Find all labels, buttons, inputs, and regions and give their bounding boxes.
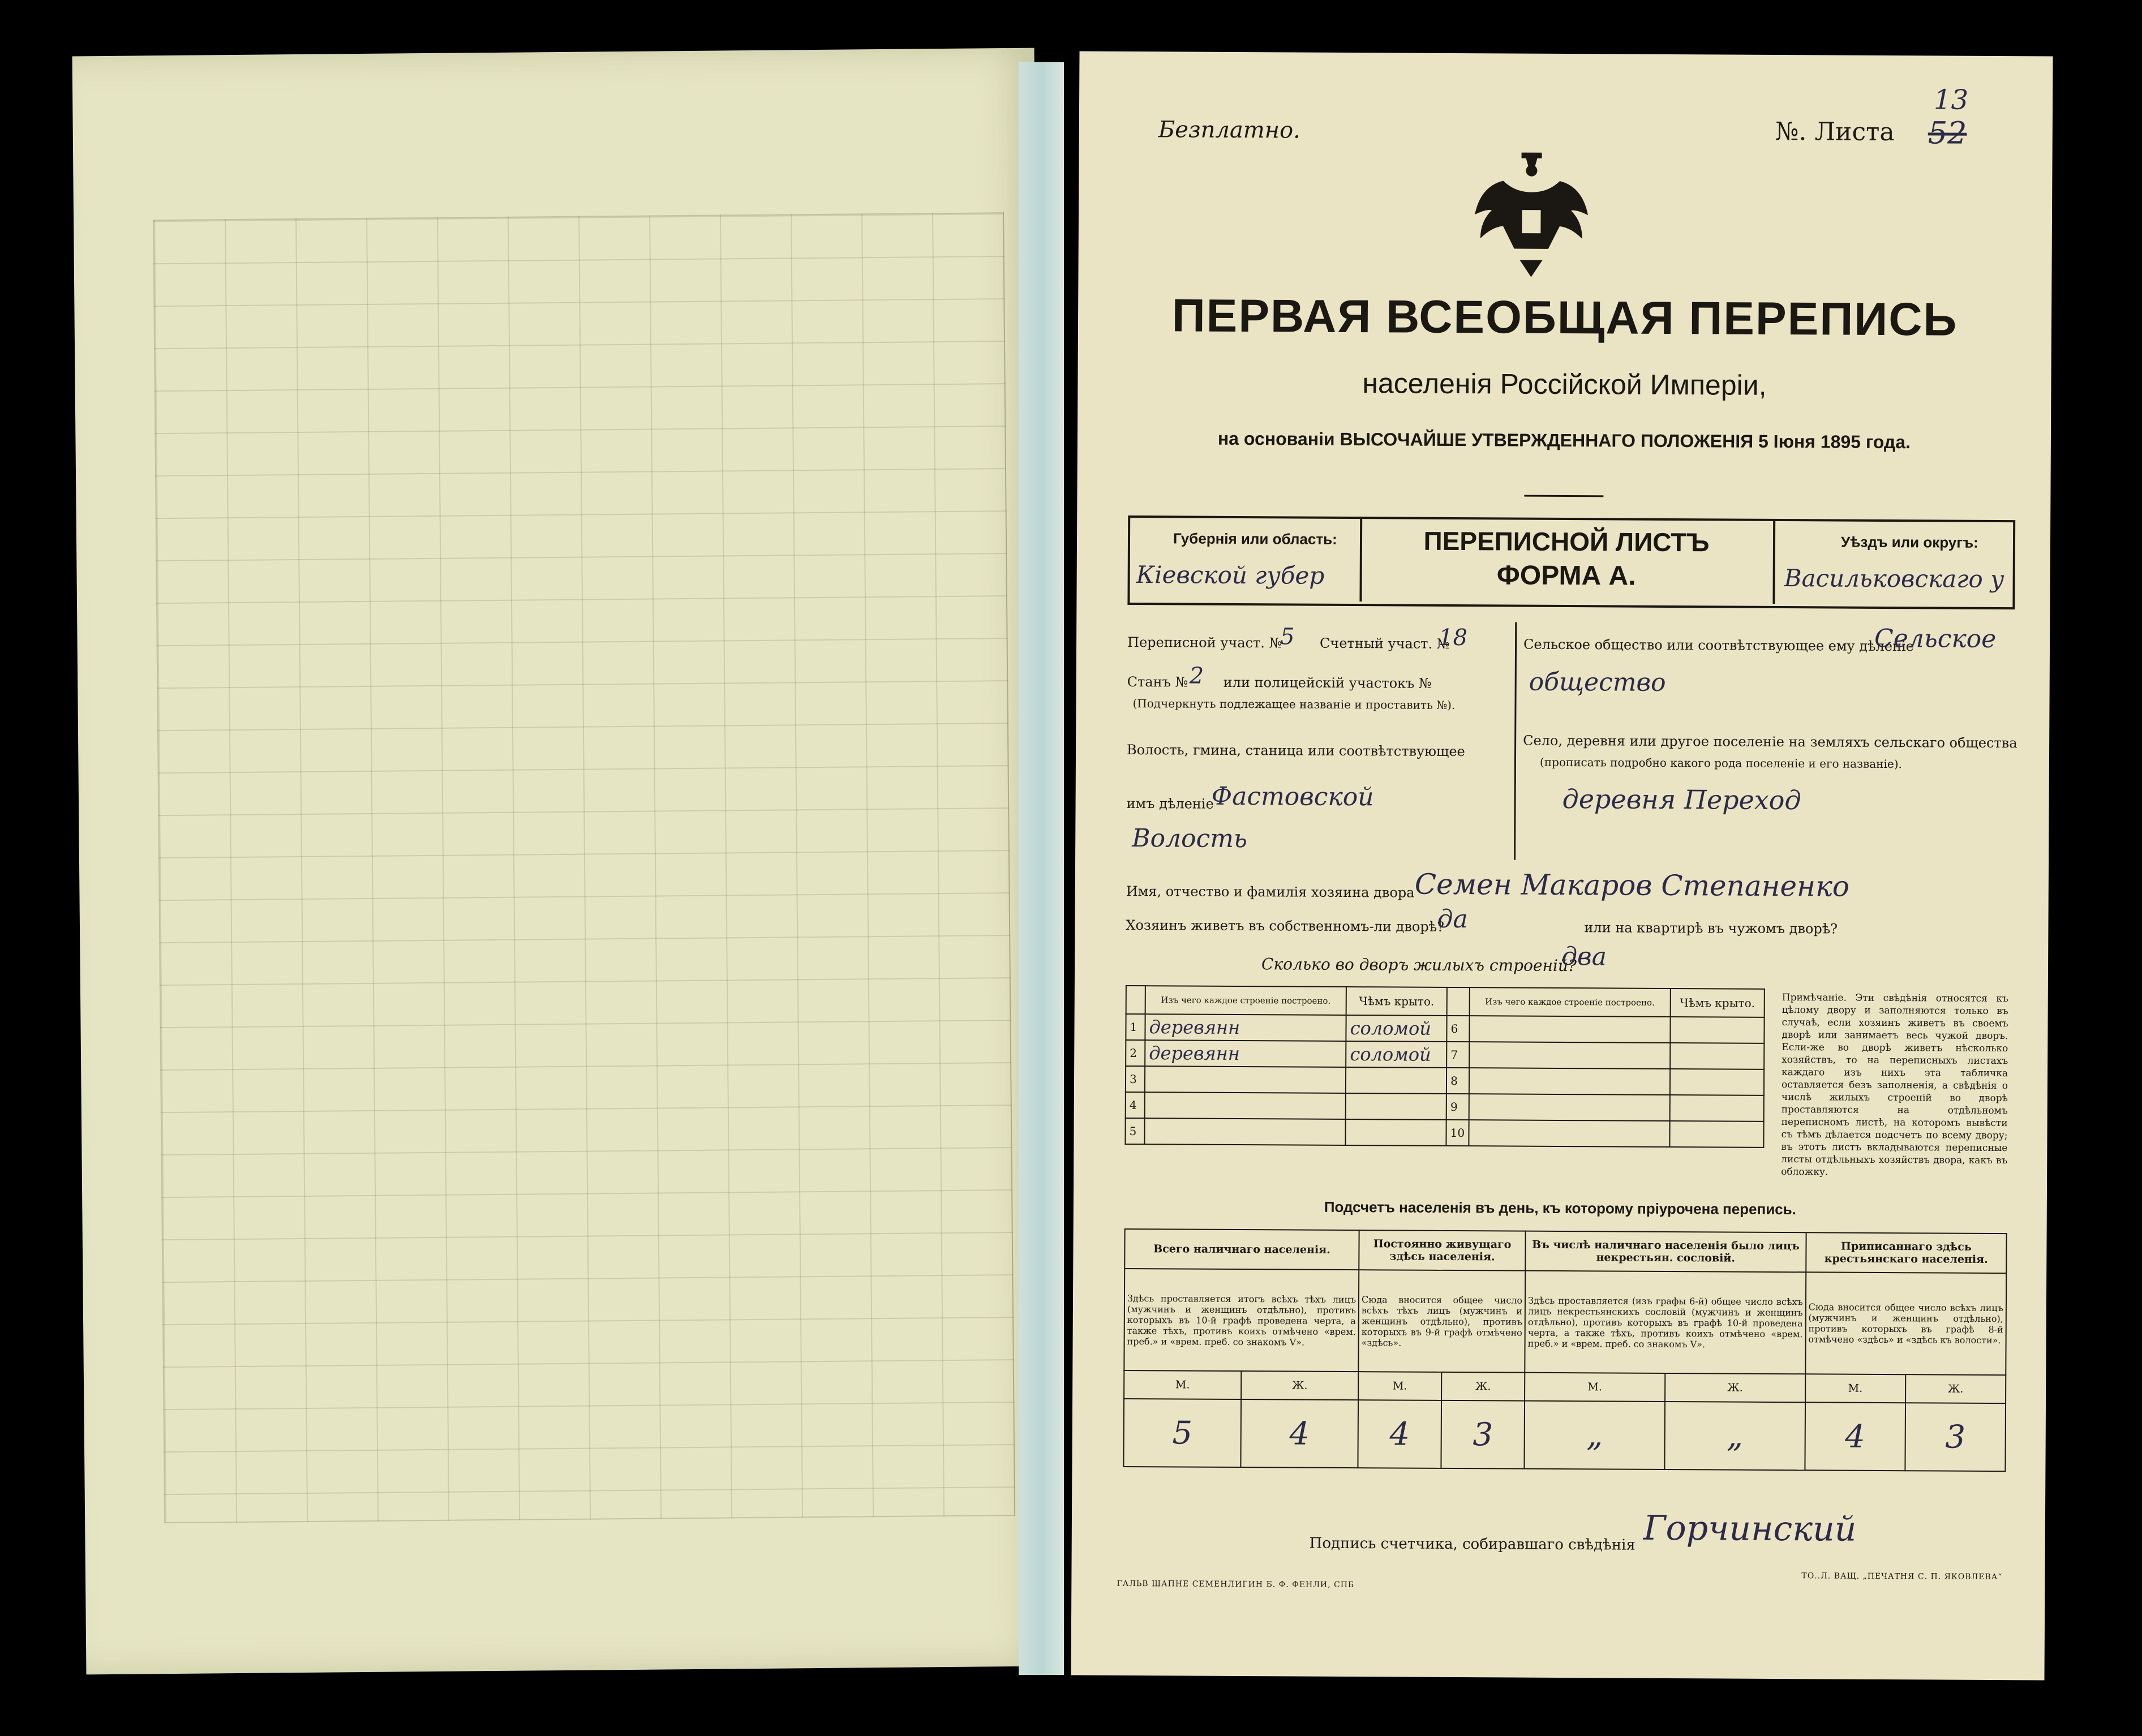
village-value: деревня Переход [1562, 784, 1801, 816]
material-header: Изъ чего каждое строеніе построено. [1145, 986, 1346, 1015]
province-value: Кіевской губер [1136, 561, 1325, 590]
roof-cell: соломой [1346, 1041, 1446, 1068]
society-value-2: общество [1529, 667, 1666, 697]
roof-header: Чѣмъ крыто. [1670, 989, 1765, 1017]
buildings-table [1124, 985, 1765, 1148]
group-description: Сюда вносится общее число всѣхъ тѣхъ лицъ (мужчинъ и женщинъ отдѣльно), противъ которыхъ въ 9-й графѣ отмѣчено «здѣсь». [1358, 1270, 1525, 1373]
population-table [1123, 1228, 2007, 1472]
roof-header: Чѣмъ крыто. [1346, 987, 1447, 1016]
group-description: Здѣсь проставляется (изъ графы 6-й) общее число всѣхъ лицъ некрестьянскихъ сословій (мужчинъ и женщинъ отдѣльно), противъ которыхъ въ графѣ 10-й проведена черта, а также тѣхъ, противъ коихъ отмѣчено «врем. преб.» и «врем. преб. со знакомъ V». [1525, 1271, 1806, 1374]
group-title: Приписаннаго здѣсь крестьянскаго населенія. [1806, 1232, 2007, 1273]
row-number: 7 [1446, 1042, 1469, 1068]
buildings-note: Примѣчаніе. Эти свѣдѣнія относятся къ цѣлому двору и заполняются только въ случаѣ, если хозяинъ живетъ въ своемъ дворѣ или занимаетъ весь чужой дворъ. Если-же во дворѣ живетъ нѣсколько хозяйствъ, то на переписныхъ листахъ каждаго изъ нихъ эта табличка оставляется безъ заполненія, а свѣдѣнія о числѣ жилыхъ строеній во дворѣ проставляются на отдѣльномъ переписномъ листѣ, на которомъ вывѣсти съ тѣмъ дѣлается подсчетъ по всему двору; въ этотъ листъ вкладываются переписные листы отдѣльныхъ хозяйствъ двора, какъ въ обложку. [1781, 992, 2008, 1178]
volost-value-2: Волость [1132, 824, 1248, 854]
stan-value: 2 [1189, 663, 1204, 689]
society-label: Сельское общество или соотвѣтствующее ему дѣленіе [1523, 636, 1914, 655]
male-count: 4 [1358, 1400, 1442, 1468]
group-title: Всего наличнаго населенія. [1124, 1229, 1359, 1270]
double-headed-eagle-icon [1469, 147, 1594, 283]
material-cell: деревянн [1145, 1014, 1346, 1041]
male-count: „ [1525, 1401, 1665, 1469]
signature-label: Подпись счетчика, собиравшаго свѣдѣнія [1309, 1535, 1636, 1554]
district-value: Васильковскаго у [1784, 564, 2004, 594]
group-title: Постоянно живущаго здѣсь населенія. [1359, 1230, 1525, 1271]
row-number: 5 [1125, 1118, 1144, 1144]
group-description: Здѣсь проставляется итогъ всѣхъ тѣхъ лицъ (мужчинъ и женщинъ отдѣльно), противъ которыхъ въ 10-й графѣ проведена черта, а также тѣхъ, противъ коихъ отмѣчено «врем. преб.» и «врем. преб. со знакомъ V». [1124, 1269, 1359, 1372]
ornament-divider [1524, 495, 1603, 497]
female-count: 3 [1441, 1400, 1525, 1469]
row-number: 10 [1446, 1120, 1469, 1146]
form-subtitle: населенія Россійской Имперіи, [1362, 367, 1767, 401]
field-divider [1514, 622, 1517, 860]
province-label: Губернія или область: [1173, 530, 1337, 548]
buildings-value: два [1561, 942, 1607, 972]
row-number: 8 [1446, 1068, 1469, 1094]
male-header: М. [1124, 1370, 1241, 1399]
female-count: 3 [1905, 1403, 2006, 1471]
volost-value: Фастовской [1211, 781, 1374, 812]
female-count: „ [1664, 1402, 1805, 1470]
sheet-number-label: №. Листа [1775, 117, 1895, 147]
group-title: Въ числѣ наличнаго населенія было лицъ некрестьян. сословій. [1525, 1231, 1806, 1273]
female-header: Ж. [1441, 1372, 1525, 1401]
printer-imprint-left: ГАЛЬВ ШАПНЕ СЕМЕНЛИГИН Б. Ф. ФЕНЛИ, СПБ [1117, 1579, 1355, 1590]
row-number: 3 [1126, 1066, 1145, 1092]
male-count: 4 [1805, 1402, 1905, 1471]
male-header: М. [1358, 1372, 1441, 1400]
count-section-value: 18 [1438, 624, 1468, 651]
district-label: Уѣздъ или округъ: [1840, 533, 1978, 551]
left-page [72, 48, 1049, 1675]
census-section-value: 5 [1280, 624, 1295, 650]
population-heading: Подсчетъ населенія въ день, къ которому пріурочена перепись. [1324, 1198, 1796, 1218]
sheet-title: ПЕРЕПИСНОЙ ЛИСТЪ [1423, 526, 1710, 557]
volost-label-2: имъ дѣленіе [1126, 795, 1214, 812]
form-title: ПЕРВАЯ ВСЕОБЩАЯ ПЕРЕПИСЬ [1171, 290, 1958, 346]
stan-note: (Подчеркнуть подлежащее названіе и проставить №). [1132, 697, 1456, 712]
group-description: Сюда вносится общее число всѣхъ лицъ (мужчинъ и женщинъ отдѣльно), противъ которыхъ въ графѣ 8-й отмѣчено «здѣсь» и «здѣсь къ волости». [1805, 1272, 2006, 1375]
census-section-label: Переписной участ. № [1127, 634, 1282, 651]
lives-value: да [1437, 904, 1468, 934]
buildings-label: Сколько во дворъ жилыхъ строеній? [1261, 955, 1577, 976]
row-number: 2 [1126, 1040, 1145, 1066]
rent-label: или на квартирѣ въ чужомъ дворѣ? [1584, 919, 1838, 937]
volost-label: Волость, гмина, станица или соотвѣтствующее [1126, 741, 1465, 760]
row-number: 4 [1126, 1092, 1145, 1118]
female-count: 4 [1240, 1399, 1358, 1468]
lives-label: Хозяинъ живетъ въ собственномъ-ли дворѣ? [1126, 917, 1445, 935]
owner-value: Семен Макаров Степаненко [1414, 867, 1850, 903]
signature-value: Горчинский [1643, 1508, 1857, 1549]
count-section-label: Счетный участ. № [1319, 635, 1450, 652]
row-number: 9 [1446, 1094, 1469, 1120]
female-header: Ж. [1905, 1374, 2006, 1403]
village-label: Село, деревня или другое поселеніе на земляхъ сельскаго общества [1523, 732, 2017, 751]
row-number: 6 [1447, 1016, 1470, 1042]
sheet-number-new: 13 [1933, 84, 1969, 116]
female-header: Ж. [1241, 1371, 1358, 1400]
male-header: М. [1525, 1373, 1665, 1402]
male-header: М. [1805, 1374, 1905, 1403]
legal-basis: на основаніи ВЫСОЧАЙШЕ УТВЕРЖДЕННАГО ПОЛОЖЕНІЯ 5 Іюня 1895 года. [1217, 428, 1911, 453]
form-code: ФОРМА А. [1496, 560, 1636, 591]
female-header: Ж. [1665, 1373, 1805, 1402]
village-note: (прописать подробно какого рода поселеніе и его названіе). [1539, 755, 1903, 771]
sheet-number-struck: 52 [1928, 115, 1967, 151]
material-header: Изъ чего каждое строеніе построено. [1469, 987, 1670, 1017]
free-label: Безплатно. [1158, 117, 1300, 144]
material-cell: деревянн [1145, 1040, 1346, 1067]
stan-label: Станъ № [1127, 673, 1188, 690]
bleed-through-table [153, 212, 1015, 1523]
society-value: Сельское [1874, 624, 1997, 654]
printer-imprint-right: ТО..Л. ВАЩ. „ПЕЧАТНЯ С. П. ЯКОВЛЕВА“ [1801, 1571, 2003, 1582]
frame-divider [1772, 519, 1775, 604]
owner-label: Имя, отчество и фамилія хозяина двора [1126, 883, 1415, 901]
roof-cell: соломой [1346, 1015, 1447, 1042]
male-count: 5 [1123, 1399, 1241, 1467]
census-form-page [1071, 51, 2053, 1681]
book-gutter [1019, 62, 1064, 1675]
stan-suffix: или полицейскій участокъ № [1223, 674, 1432, 691]
row-number: 1 [1126, 1014, 1145, 1040]
